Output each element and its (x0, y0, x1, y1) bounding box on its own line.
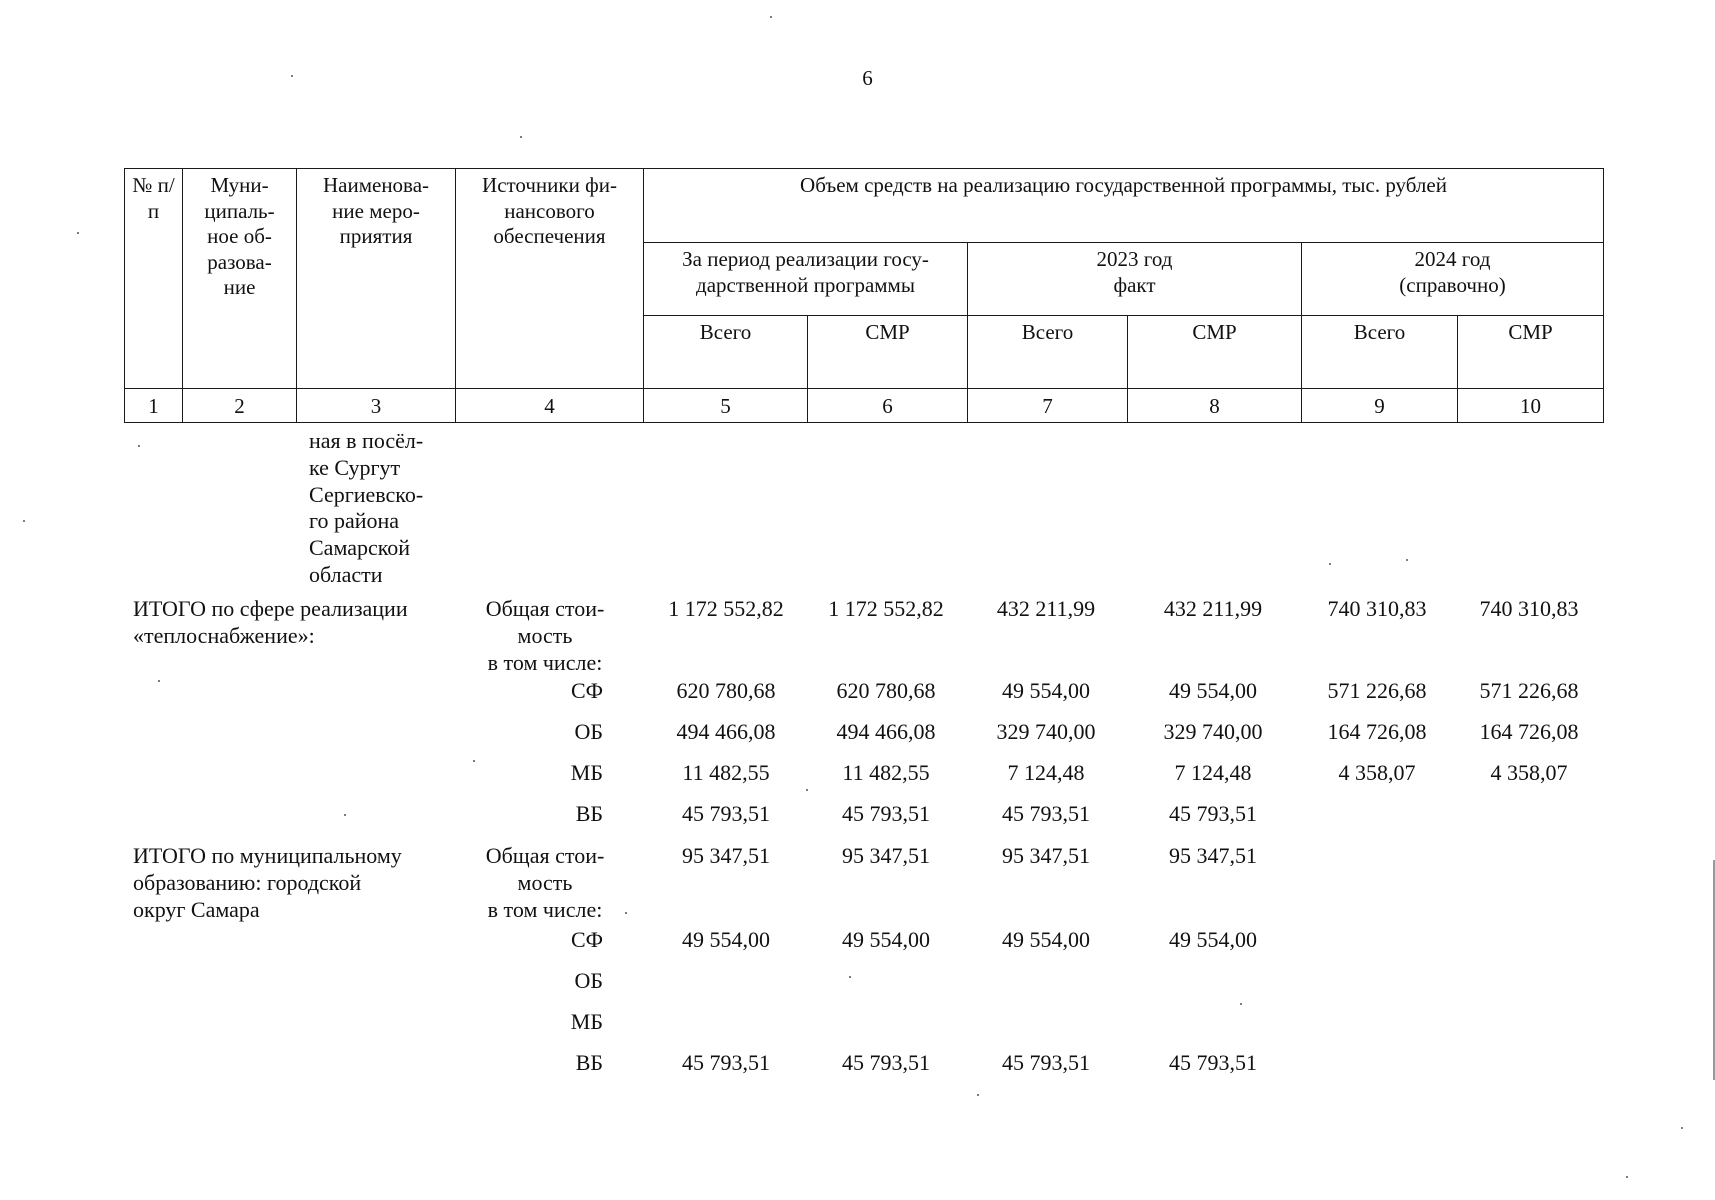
value-cell: 45 793,51 (842, 1050, 930, 1075)
value-cell: 45 793,51 (842, 801, 930, 826)
page-number: 6 (862, 66, 873, 90)
total-label: ИТОГО по муниципальному образованию: городской округ Самара (133, 843, 402, 922)
value-cell: 49 554,00 (682, 927, 770, 952)
total-label: ИТОГО по сфере реализации «теплоснабжение»: (133, 596, 408, 648)
value-cell: 49 554,00 (842, 927, 930, 952)
column-number: 2 (183, 389, 297, 423)
value-cell: 45 793,51 (682, 801, 770, 826)
header-col-sources: Источники фи- нансового обеспечения (456, 169, 644, 389)
header-sub-smr: СМР (1458, 316, 1604, 389)
value-cell: 95 347,51 (1169, 843, 1257, 868)
header-group-2023: 2023 год факт (968, 243, 1302, 316)
value-cell: 164 726,08 (1479, 719, 1579, 744)
source-label: МБ (570, 760, 603, 785)
column-number: 10 (1458, 389, 1604, 423)
value-cell: 95 347,51 (842, 843, 930, 868)
general-cost-label: Общая стои- мость в том числе: (485, 843, 605, 922)
value-cell: 45 793,51 (1002, 801, 1090, 826)
value-cell: 11 482,55 (682, 760, 770, 785)
header-group-2024: 2024 год (справочно) (1302, 243, 1604, 316)
column-number: 4 (456, 389, 644, 423)
column-number: 1 (125, 389, 183, 423)
value-cell: 95 347,51 (682, 843, 770, 868)
value-cell: 494 466,08 (836, 719, 936, 744)
header-sub-total: Всего (644, 316, 808, 389)
header-group-period: За период реализации госу- дарственной программы (644, 243, 968, 316)
value-cell: 329 740,00 (1163, 719, 1263, 744)
header-col-volume: Объем средств на реализацию государственной программы, тыс. рублей (644, 169, 1604, 243)
value-cell: 620 780,68 (836, 678, 936, 703)
value-cell: 7 124,48 (1007, 760, 1085, 785)
value-cell: 49 554,00 (1169, 678, 1257, 703)
event-name-continuation: ная в посёл- ке Сургут Сергиевско- го района Самарской области (309, 428, 424, 588)
value-cell: 45 793,51 (682, 1050, 770, 1075)
general-cost-label: Общая стои- мость в том числе: (485, 596, 605, 675)
value-cell: 49 554,00 (1002, 927, 1090, 952)
value-cell: 432 211,99 (996, 596, 1096, 621)
value-cell: 4 358,07 (1490, 760, 1568, 785)
header-col-number: № п/п (125, 169, 183, 389)
source-label: ОБ (574, 719, 603, 744)
value-cell: 164 726,08 (1327, 719, 1427, 744)
column-number: 8 (1128, 389, 1302, 423)
value-cell: 1 172 552,82 (828, 596, 944, 621)
value-cell: 329 740,00 (996, 719, 1096, 744)
source-label: МБ (570, 1009, 603, 1034)
value-cell: 571 226,68 (1479, 678, 1579, 703)
value-cell: 1 172 552,82 (668, 596, 784, 621)
value-cell: 7 124,48 (1174, 760, 1252, 785)
value-cell: 49 554,00 (1002, 678, 1090, 703)
header-sub-smr: СМР (1128, 316, 1302, 389)
value-cell: 4 358,07 (1338, 760, 1416, 785)
column-number: 5 (644, 389, 808, 423)
value-cell: 740 310,83 (1479, 596, 1579, 621)
value-cell: 49 554,00 (1169, 927, 1257, 952)
source-label: СФ (570, 927, 603, 952)
header-sub-total: Всего (968, 316, 1128, 389)
source-label: ОБ (574, 968, 603, 993)
value-cell: 571 226,68 (1327, 678, 1427, 703)
value-cell: 620 780,68 (676, 678, 776, 703)
value-cell: 494 466,08 (676, 719, 776, 744)
column-number: 9 (1302, 389, 1458, 423)
column-number: 6 (808, 389, 968, 423)
value-cell: 11 482,55 (842, 760, 930, 785)
source-label: СФ (570, 678, 603, 703)
value-cell: 740 310,83 (1327, 596, 1427, 621)
header-col-municipality: Муни- ципаль- ное об- разова- ние (183, 169, 297, 389)
source-label: ВБ (575, 801, 603, 826)
header-sub-total: Всего (1302, 316, 1458, 389)
header-col-event: Наименова- ние меро- приятия (297, 169, 456, 389)
column-number: 3 (297, 389, 456, 423)
value-cell: 432 211,99 (1163, 596, 1263, 621)
value-cell: 45 793,51 (1169, 801, 1257, 826)
column-number: 7 (968, 389, 1128, 423)
value-cell: 45 793,51 (1169, 1050, 1257, 1075)
value-cell: 95 347,51 (1002, 843, 1090, 868)
value-cell: 45 793,51 (1002, 1050, 1090, 1075)
header-sub-smr: СМР (808, 316, 968, 389)
source-label: ВБ (575, 1050, 603, 1075)
